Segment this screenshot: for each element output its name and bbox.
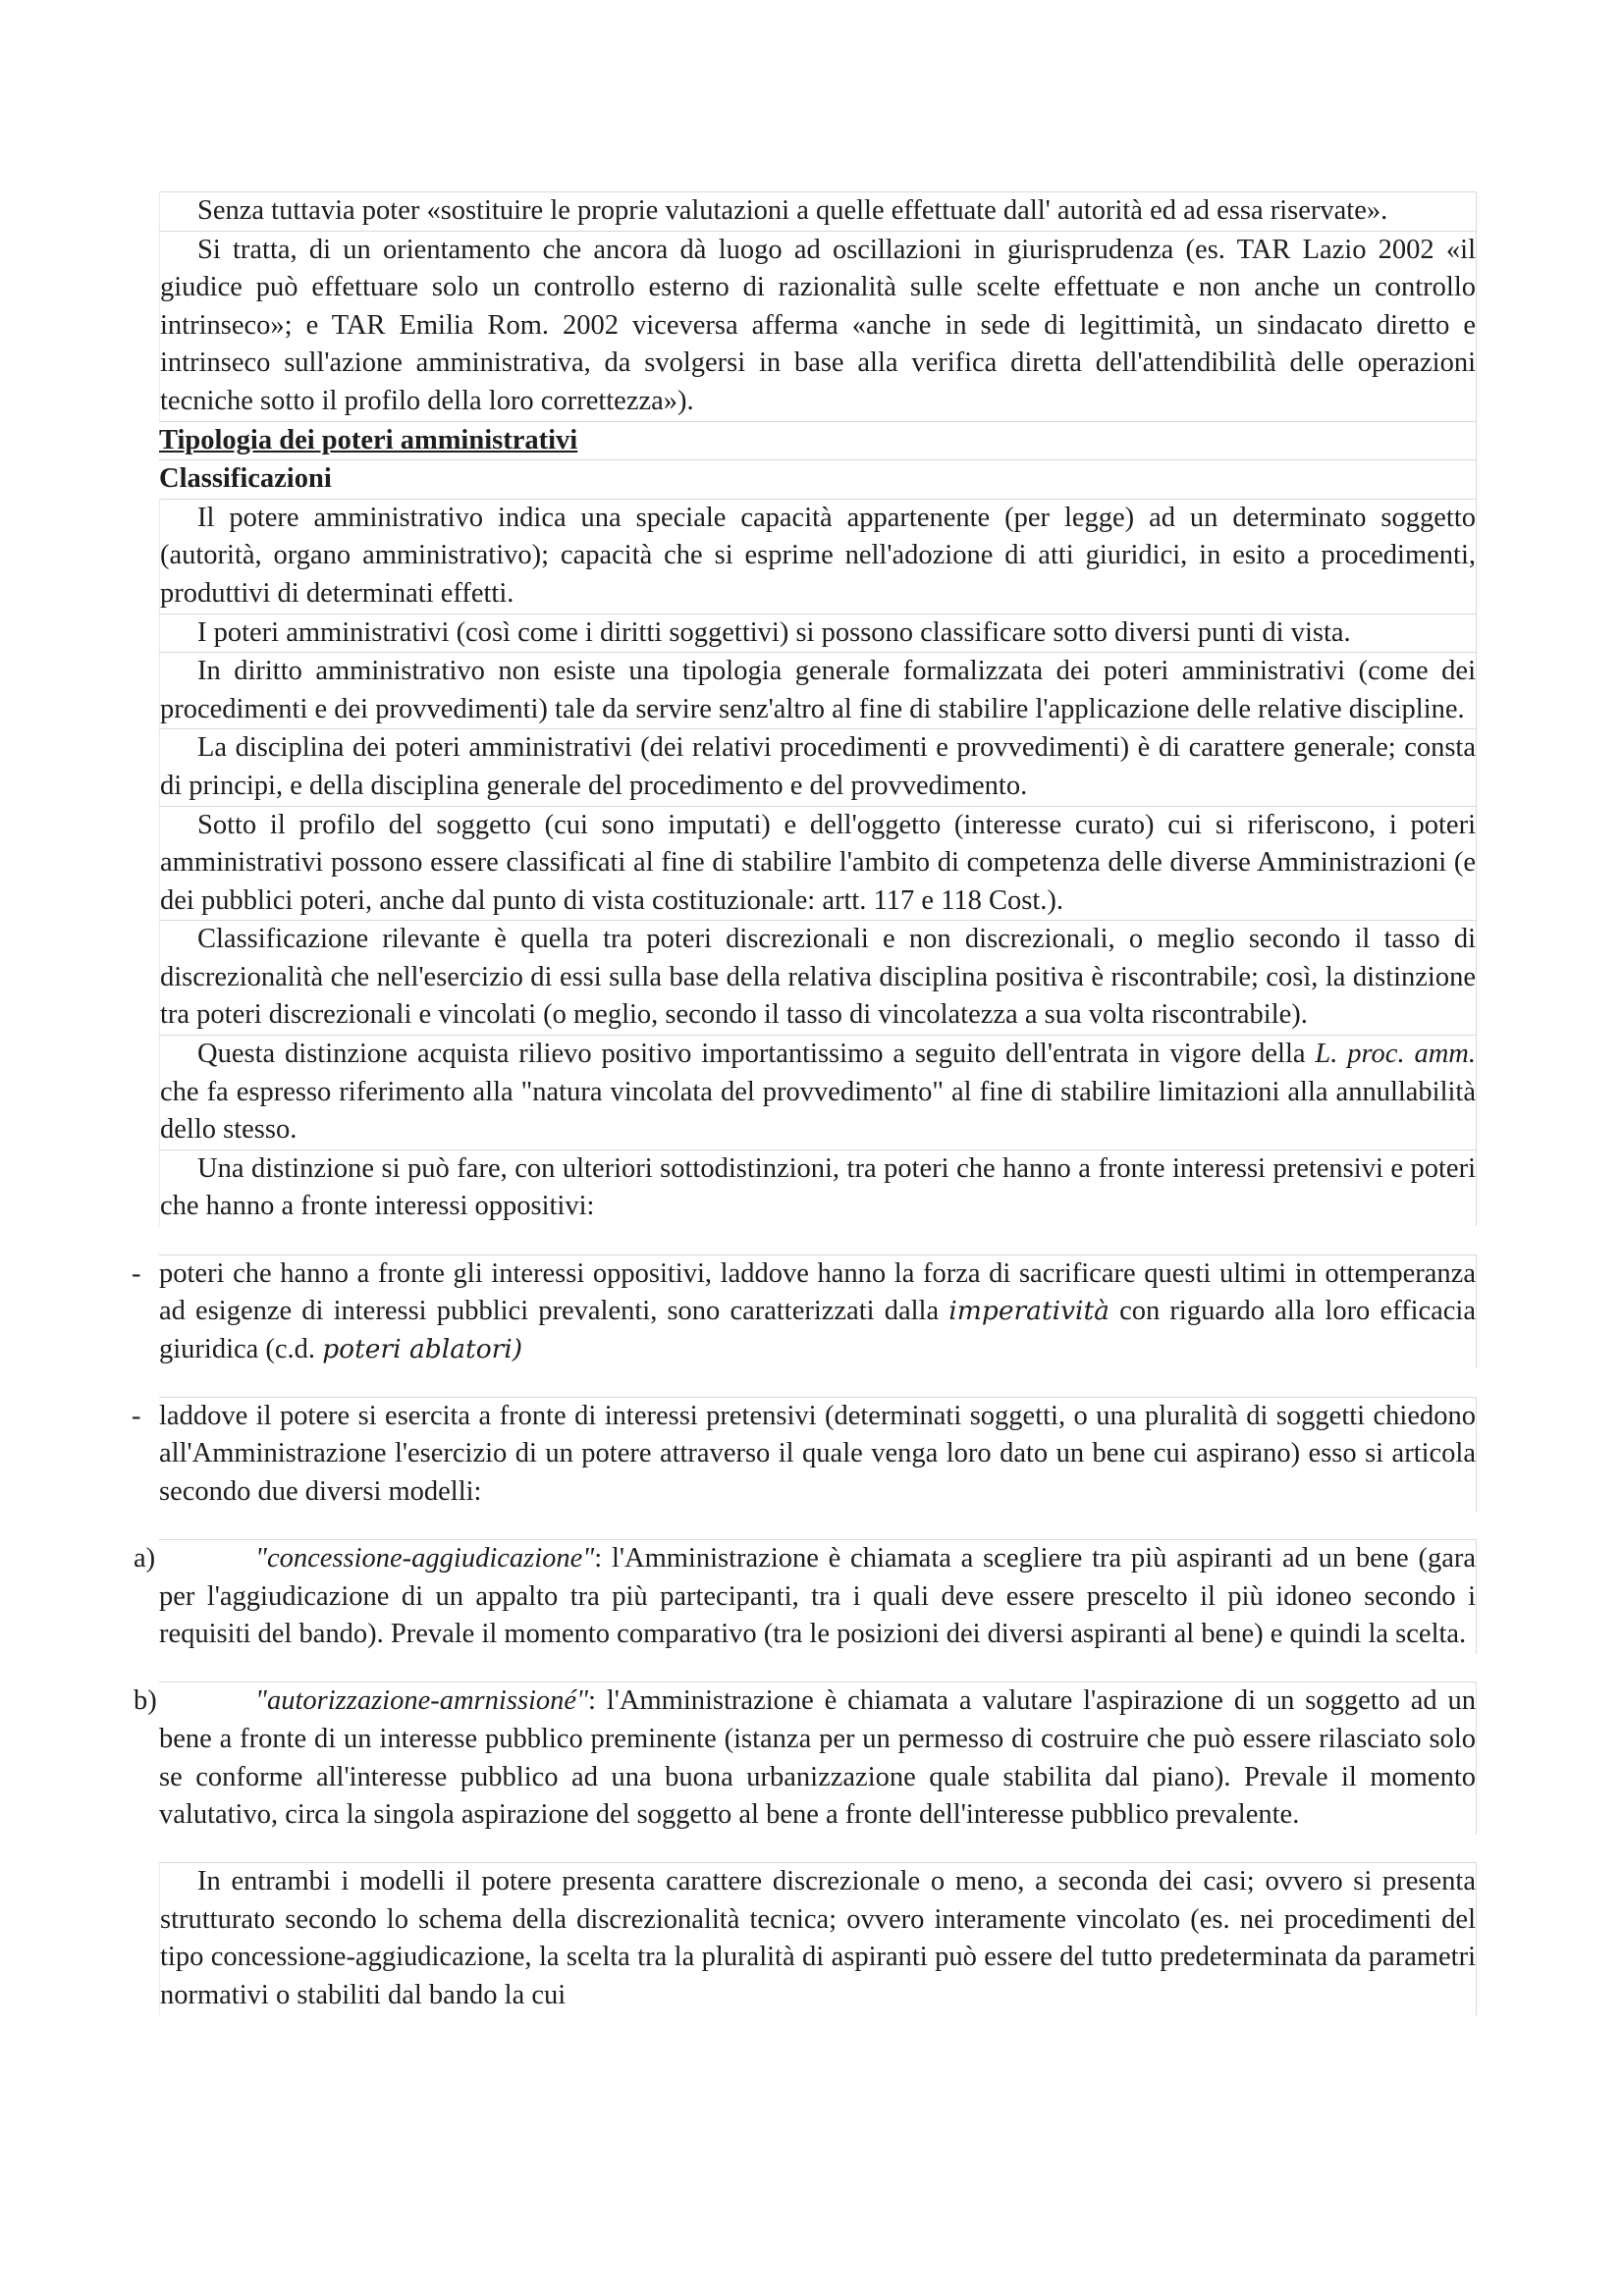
list-item-b: b) "autorizzazione-amrnissioné": l'Amministrazione è chiamata a valutare l'aspirazione di un soggetto ad un bene a fronte di un interesse pubblico preminente (istanza per un permesso di costruire che può essere rilasciato solo se conforme all'interesse pubblico ad una buona urbanizzazione quale stabilita dal piano). Prevale il momento valutativo, circa la singola aspirazione del soggetto al bene a fronte dell'interesse pubblico prevalente. (159, 1682, 1477, 1834)
paragraph-9: Questa distinzione acquista rilievo positivo importantissimo a seguito dell'entrata in vigore della L. proc. amm. che fa espresso riferimento alla "natura vincolata del provvedimento" al fine di stabilire limitazioni alla annullabilità dello stesso. (159, 1035, 1477, 1149)
paragraph-3: Il potere amministrativo indica una speciale capacità appartenente (per legge) ad un determinato soggetto (autorità, organo amministrativo); capacità che si esprime nell'adozione di atti giuridici, in esito a procedimenti, produttivi di determinati effetti. (159, 499, 1477, 614)
paragraph-6: La disciplina dei poteri amministrativi (dei relativi procedimenti e provvedimenti) è di carattere generale; consta di principi, e della disciplina generale del procedimento e del provvedimento. (159, 728, 1477, 805)
paragraph-2: Si tratta, di un orientamento che ancora dà luogo ad oscillazioni in giurisprudenza (es. TAR Lazio 2002 «il giudice può effettuare solo un controllo esterno di razionalità sulle scelte effettuate e non anche un controllo intrinseco»; e TAR Emilia Rom. 2002 viceversa afferma «anche in sede di legittimità, un sindacato diretto e intrinseco sull'azione amministrativa, da svolgersi in base alla verifica diretta dell'attendibilità delle operazioni tecniche sotto il profilo della loro correttezza»). (159, 231, 1477, 421)
model-name: "autorizzazione-amrnissioné" (255, 1685, 589, 1717)
list-marker: b) (134, 1685, 157, 1717)
paragraph-11: In entrambi i modelli il potere presenta carattere discrezionale o meno, a seconda dei casi; ovvero si presenta strutturato secondo lo schema della discrezionalità tecnica; ovvero interamente vincolato (es. nei procedimenti del tipo concessione-aggiudicazione, la scelta tra la pluralità di aspiranti può essere del tutto predeterminata da parametri normativi o stabiliti dal bando la cui (159, 1862, 1477, 2014)
paragraph-5: In diritto amministrativo non esiste una tipologia generale formalizzata dei poteri amministrativi (come dei procedimenti e dei provvedimenti) tale da servire senz'altro al fine di stabilire l'applicazione delle relative discipline. (159, 652, 1477, 728)
document-body (132, 191, 1477, 2015)
list-item-a: a) "concessione-aggiudicazione": l'Amministrazione è chiamata a scegliere tra più aspiranti ad un bene (gara per l'aggiudicazione di un appalto tra più partecipanti, tra i quali deve essere prescelto il più idoneo secondo i requisiti del bando). Prevale il momento comparativo (tra le posizioni dei diversi aspiranti al bene) e quindi la scelta. (159, 1539, 1477, 1654)
paragraph-1: Senza tuttavia poter «sostituire le proprie valutazioni a quelle effettuate dall' autorità ed ad essa riservate». (159, 191, 1477, 231)
paragraph-7: Sotto il profilo del soggetto (cui sono imputati) e dell'oggetto (interesse curato) cui si riferiscono, i poteri amministrativi possono essere classificati al fine di stabilire l'ambito di competenza delle diverse Amministrazioni (e dei pubblici poteri, anche dal punto di vista costituzionale: artt. 117 e 118 Cost.). (159, 806, 1477, 921)
subsection-heading: Classificazioni (159, 459, 1477, 499)
model-name: "concessione-aggiudicazione" (255, 1543, 595, 1575)
list-marker: a) (134, 1543, 156, 1575)
list-item-dash-1: - poteri che hanno a fronte gli interessi oppositivi, laddove hanno la forza di sacrificare questi ultimi in ottemperanza ad esigenze di interessi pubblici prevalenti, sono caratterizzati dalla imperatività con riguardo alla loro efficacia giuridica (c.d. poteri ablatori) (159, 1255, 1477, 1369)
law-reference: L. proc. amm. (1315, 1039, 1476, 1070)
section-heading: Tipologia dei poteri amministrativi (159, 421, 1477, 460)
list-item-dash-2: - laddove il potere si esercita a fronte di interessi pretensivi (determinati soggetti, o una pluralità di soggetti chiedono all'Amministrazione l'esercizio di un potere attraverso il quale venga loro dato un bene cui aspirano) esso si articola secondo due diversi modelli: (159, 1397, 1477, 1512)
emphasis-text: poteri ablatori) (322, 1333, 523, 1364)
list-marker: - (132, 1257, 141, 1289)
emphasis-text: imperatività (948, 1296, 1109, 1327)
paragraph-4: I poteri amministrativi (così come i diritti soggettivi) si possono classificare sotto diversi punti di vista. (159, 614, 1477, 653)
list-marker: - (132, 1400, 141, 1431)
paragraph-8: Classificazione rilevante è quella tra poteri discrezionali e non discrezionali, o meglio secondo il tasso di discrezionalità che nell'esercizio di essi sulla base della relativa disciplina positiva è riscontrabile; così, la distinzione tra poteri discrezionali e vincolati (o meglio, secondo il tasso di vincolatezza a sua volta riscontrabile). (159, 920, 1477, 1035)
paragraph-10: Una distinzione si può fare, con ulteriori sottodistinzioni, tra poteri che hanno a fronte interessi pretensivi e poteri che hanno a fronte interessi oppositivi: (159, 1149, 1477, 1226)
